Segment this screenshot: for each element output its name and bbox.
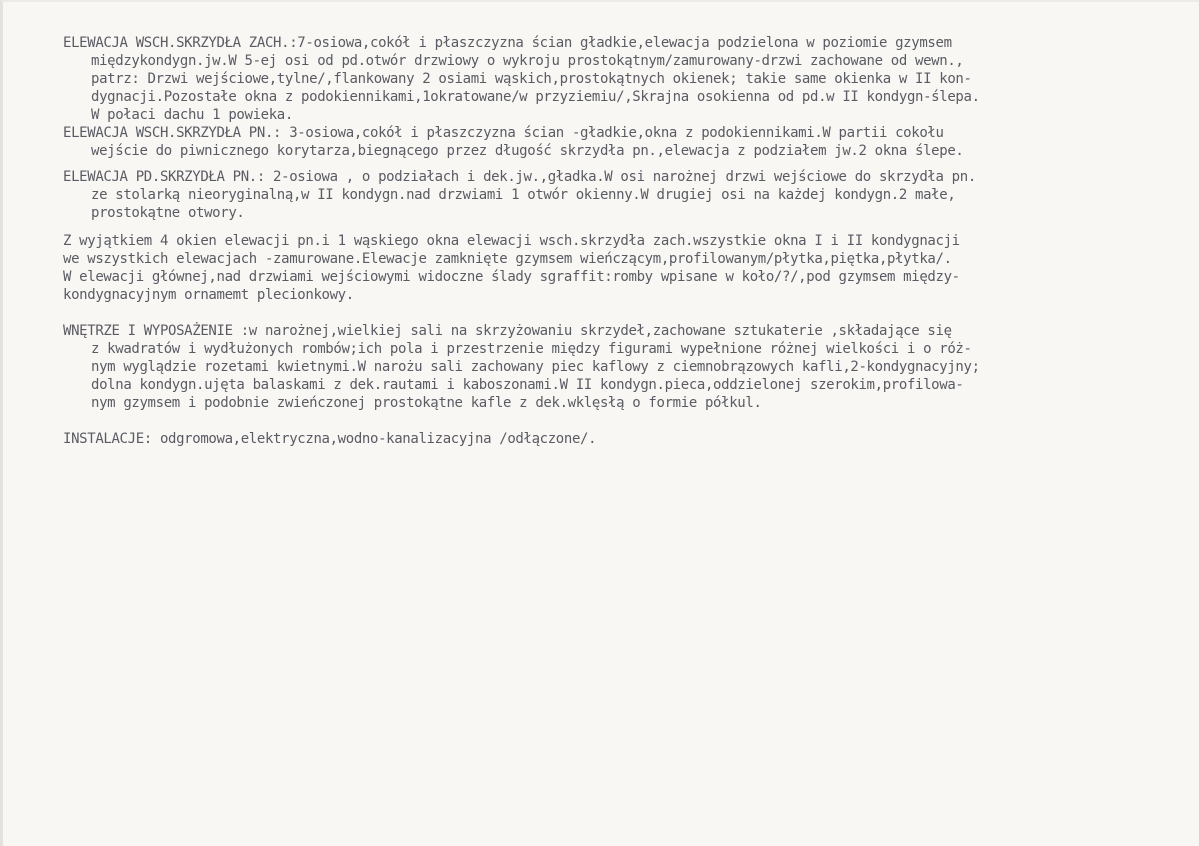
text-line: prostokątne otwory. [91,205,245,221]
text-line: nym gzymsem i podobnie zwieńczonej prostokątne kafle z dek.wklęsłą o formie półkul. [91,395,762,411]
text-line: wejście do piwnicznego korytarza,biegnącego przez długość skrzydła pn.,elewacja z podziałem jw.2 okna ślepe. [91,143,964,159]
text-line: ELEWACJA WSCH.SKRZYDŁA ZACH.:7-osiowa,cokół i płaszczyzna ścian gładkie,elewacja podzielona w poziomie gzymsem [63,35,952,51]
text-line: dygnacji.Pozostałe okna z podokiennikami,1okratowane/w przyziemiu/,Skrajna osokienna od pd.w II kondygn-ślepa. [91,89,980,105]
text-line: ze stolarką nieoryginalną,w II kondygn.nad drzwiami 1 otwór okienny.W drugiej osi na każdej kondygn.2 małe, [91,187,956,203]
text-line: we wszystkich elewacjach -zamurowane.Elewacje zamknięte gzymsem wieńczącym,profilowanym/płytka,piętka,płytka/. [63,251,952,267]
text-line: patrz: Drzwi wejściowe,tylne/,flankowany 2 osiami wąskich,prostokątnych okienek; takie same okienka w II kon- [91,71,972,87]
section-sgraffita [63,268,1195,304]
section-elewacja-wsch-skrzydla-zach [63,34,1195,124]
text-line: INSTALACJE: odgromowa,elektryczna,wodno-kanalizacyjna /odłączone/. [63,431,597,447]
text-line: W elewacji głównej,nad drzwiami wejściowymi widoczne ślady sgraffit:romby wpisane w koło/?/,pod gzymsem między- [63,269,960,285]
text-line: kondygnacyjnym ornamemt plecionkowy. [63,287,354,303]
section-wnetrze-i-wyposazenie [63,322,1195,412]
section-elewacja-pd-skrzydla-pn [63,168,1195,222]
text-line: Z wyjątkiem 4 okien elewacji pn.i 1 wąskiego okna elewacji wsch.skrzydła zach.wszystkie okna I i II kondygnacji [63,233,960,249]
text-line: ELEWACJA PD.SKRZYDŁA PN.: 2-osiowa , o podziałach i dek.jw.,gładka.W osi narożnej drzwi wejściowe do skrzydła pn. [63,169,976,185]
text-line: nym wyglądzie rozetami kwietnymi.W narożu sali zachowany piec kaflowy z ciemnobrązowych kafli,2-kondygnacyjny; [91,359,980,375]
typewritten-text [63,34,1195,448]
text-line: W połaci dachu 1 powieka. [91,107,293,123]
section-okna-zamurowane [63,232,1195,268]
text-line: WNĘTRZE I WYPOSAŻENIE :w narożnej,wielkiej sali na skrzyżowaniu skrzydeł,zachowane sztukaterie ,składające się [63,323,952,339]
section-elewacja-wsch-skrzydla-pn [63,124,1195,160]
text-line: z kwadratów i wydłużonych rombów;ich pola i przestrzenie między figurami wypełnione różnej wielkości i o róż- [91,341,972,357]
text-line: międzykondygn.jw.W 5-ej osi od pd.otwór drzwiowy o wykroju prostokątnym/zamurowany-drzwi zachowane od wewn., [91,53,964,69]
text-line: ELEWACJA WSCH.SKRZYDŁA PN.: 3-osiowa,cokół i płaszczyzna ścian -gładkie,okna z podokiennikami.W partii cokołu [63,125,944,141]
section-instalacje [63,430,1195,448]
text-line: dolna kondygn.ujęta balaskami z dek.rautami i kaboszonami.W II kondygn.pieca,oddzielonej szerokim,profilowa- [91,377,964,393]
